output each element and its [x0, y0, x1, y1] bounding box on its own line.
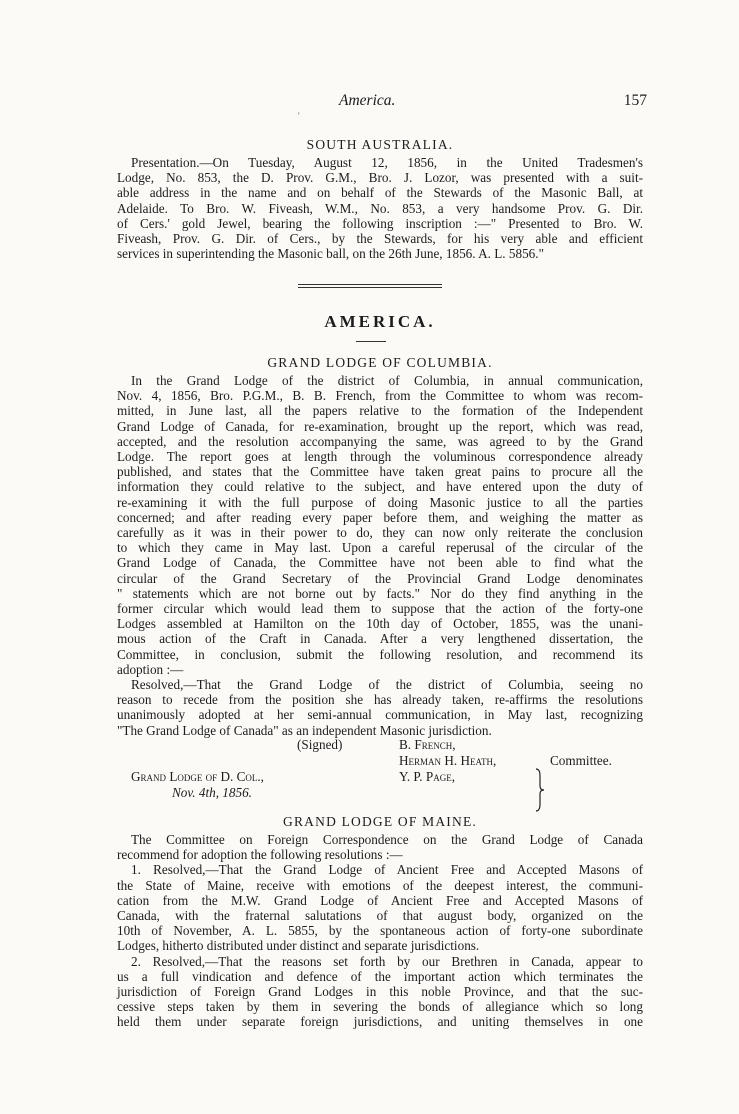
america-title: AMERICA. [324, 312, 436, 331]
text-line: Resolved,—That the Grand Lodge of the district of Columbia, seeing no [131, 677, 643, 693]
section-divider [298, 284, 442, 285]
text-line: able address in the name and on behalf of the Stewards of the Masonic Ball, at [117, 185, 643, 201]
text-line: of Cers.' gold Jewel, bearing the following inscription :—" Presented to Bro. W. [117, 215, 643, 231]
text-line: mitted, in June last, all the papers relative to the formation of the Independent [117, 403, 643, 419]
signatory: B. French, [399, 737, 456, 752]
text-line: the State of Maine, receive with emotions of the deepest interest, the communi- [117, 877, 643, 893]
text-line: published, and states that the Committee have taken great pains to procure all the [117, 464, 643, 480]
text-line: services in superintending the Masonic ball, on the 26th June, 1856. A. L. 5856." [117, 246, 544, 262]
text-line: carefully as it was in their power to do, they can now only reiterate the conclusion [117, 525, 643, 541]
text-line: Committee, in conclusion, submit the following resolution, and recommend its [117, 646, 643, 662]
date-line: Nov. 4th, 1856. [172, 785, 252, 800]
text-line: Grand Lodge of Canada, the Committee have not been able to find what the [117, 555, 643, 571]
text-line: us a full vindication and defence of the important action which terminates the [117, 968, 643, 984]
text-line: circular of the Grand Secretary of the Provincial Grand Lodge denominates [117, 570, 643, 586]
text-line: adoption :— [117, 661, 184, 677]
south-australia-section [117, 155, 643, 261]
place-line: Grand Lodge of D. Col., [131, 769, 264, 784]
text-line: " statements which are not borne out by facts." Nor do they find anything in the [117, 585, 643, 601]
maine-section [117, 832, 643, 1030]
text-line: Lodges assembled at Hamilton on the 10th day of October, 1855, was the unani- [117, 616, 643, 632]
text-line: Lodge, No. 853, the D. Prov. G.M., Bro. J. Lozor, was presented with a suit- [117, 170, 643, 186]
text-line: Lodge. The report goes at length through the voluminous correspondence already [117, 449, 643, 465]
maine-heading: GRAND LODGE OF MAINE. [283, 814, 477, 829]
america-title-wrap [117, 312, 643, 332]
columbia-section [117, 373, 643, 738]
text-line: information they could relative to the subject, and have entered upon the duty of [117, 479, 643, 495]
text-line: Lodges, hitherto distributed under distinct and separate jurisdictions. [117, 938, 480, 954]
text-line: cation from the M.W. Grand Lodge of Ancient Free and Accepted Masons of [117, 892, 643, 908]
text-line: former circular which would lead them to suppose that the action of the forty-one [117, 601, 643, 617]
text-line: Nov. 4, 1856, Bro. P.G.M., B. B. French, from the Committee to whom was recom- [117, 388, 643, 404]
south-australia-heading-wrap [117, 137, 643, 153]
text-line: 1. Resolved,—That the Grand Lodge of Ancient Free and Accepted Masons of [131, 862, 643, 878]
page-number: 157 [623, 92, 647, 109]
text-line: reason to recede from the position she has already taken, re-affirms the resolutions [117, 692, 643, 708]
section-divider [298, 287, 442, 288]
text-line: The Committee on Foreign Correspondence on the Grand Lodge of Canada [131, 832, 643, 847]
title-rule [356, 341, 386, 342]
text-line: concerned; and after reading every paper before them, and weighing the matter as [117, 509, 643, 525]
text-line: Adelaide. To Bro. W. Fiveash, W.M., No. 853, a very handsome Prov. G. Dir. [117, 200, 643, 216]
text-line: 10th of November, A. L. 5855, by the spontaneous action of forty-one subordinate [117, 923, 643, 939]
text-line: accepted, and the resolution accompanying the same, was agreed to by the Grand [117, 433, 643, 449]
brace-glyph [535, 768, 545, 812]
committee-label: Committee. [550, 753, 612, 768]
maine-heading-wrap [117, 814, 643, 830]
signed-label: (Signed) [297, 737, 343, 752]
stray-mark: ' [298, 111, 300, 121]
text-line: "The Grand Lodge of Canada" as an independent Masonic jurisdiction. [117, 722, 492, 738]
text-line: cessive steps taken by them in severing the bonds of allegiance which so long [117, 999, 643, 1015]
running-header [0, 92, 739, 112]
text-line: jurisdiction of Foreign Grand Lodges in this noble Province, and that the suc- [117, 984, 643, 1000]
columbia-heading: GRAND LODGE OF COLUMBIA. [267, 355, 493, 370]
text-line: In the Grand Lodge of the district of Columbia, in annual communication, [131, 373, 643, 388]
text-line: unanimously adopted at her semi-annual communication, in May last, recognizing [117, 707, 643, 723]
running-title: America. [339, 92, 396, 109]
signatory: Y. P. Page, [399, 769, 456, 784]
south-australia-heading: SOUTH AUSTRALIA. [306, 137, 454, 152]
columbia-heading-wrap [117, 355, 643, 371]
text-line: Canada, with the fraternal salutations of that august body, organized on the [117, 908, 643, 924]
text-line: Grand Lodge of Canada, for re-examination, brought up the report, which was read, [117, 418, 643, 434]
text-line: Presentation.—On Tuesday, August 12, 1856, in the United Tradesmen's [131, 155, 643, 170]
text-line: recommend for adoption the following resolutions :— [117, 847, 403, 863]
text-line: re-examining it with the full purpose of doing Masonic justice to all the parties [117, 494, 643, 510]
text-line: to which they came in May last. Upon a careful reperusal of the circular of the [117, 540, 643, 556]
text-line: mous action of the Craft in Canada. After a very lengthened dissertation, the [117, 631, 643, 647]
text-line: Fiveash, Prov. G. Dir. of Cers., by the Stewards, for his very able and efficient [117, 231, 643, 247]
text-line: held them under separate foreign jurisdictions, and uniting themselves in one [117, 1014, 643, 1030]
text-line: 2. Resolved,—That the reasons set forth by our Brethren in Canada, appear to [131, 953, 643, 969]
signatory: Herman H. Heath, [399, 753, 497, 768]
